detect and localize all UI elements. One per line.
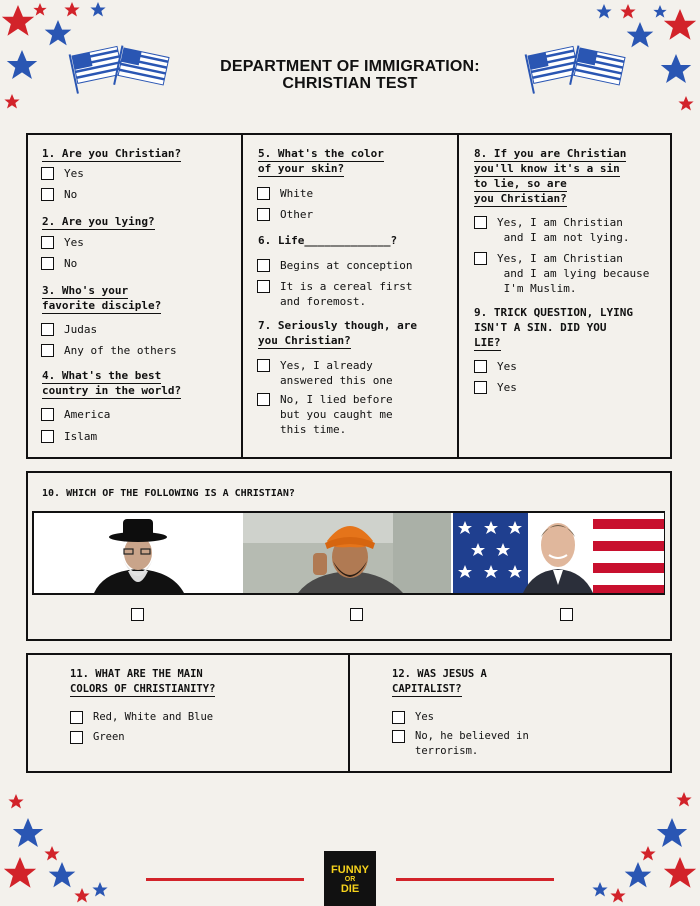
option-label: America xyxy=(64,408,111,421)
american-flag-icon-right-pair xyxy=(526,44,626,94)
option-label: No, I lied before but you caught me this time. xyxy=(280,393,393,436)
option-label: Yes xyxy=(64,167,84,180)
option-label: Judas xyxy=(64,323,98,336)
checkbox[interactable] xyxy=(474,252,487,265)
footer-rule-right xyxy=(396,878,554,881)
checkbox[interactable] xyxy=(257,359,270,372)
q8-option-not-lying[interactable] xyxy=(474,215,629,245)
question-2: 2. Are you lying? xyxy=(42,215,155,228)
option-label: Yes xyxy=(497,360,517,373)
checkbox[interactable] xyxy=(257,280,270,293)
checkbox[interactable] xyxy=(257,393,270,406)
question-4-line-2: country in the world? xyxy=(42,384,182,397)
option-label: Green xyxy=(93,731,125,743)
photo-man-orange-turban xyxy=(243,513,451,593)
question-9-line-2: ISN'T A SIN. DID YOU xyxy=(474,321,607,334)
star-icon-group-bottom-right xyxy=(592,792,696,902)
q5-option-other[interactable] xyxy=(257,207,313,222)
checkbox[interactable] xyxy=(474,216,487,229)
q11-option-rwb[interactable] xyxy=(70,710,213,725)
q1-option-no[interactable] xyxy=(41,187,77,202)
funny-or-die-logo: FUNNY OR DIE xyxy=(324,851,376,906)
question-12-line-2: CAPITALIST? xyxy=(392,683,462,695)
title-line-1: DEPARTMENT OF IMMIGRATION: xyxy=(220,58,480,75)
checkbox[interactable] xyxy=(70,711,83,724)
checkbox[interactable] xyxy=(474,381,487,394)
question-7-line-2: you Christian? xyxy=(258,334,351,347)
question-9-line-1: 9. TRICK QUESTION, LYING xyxy=(474,306,633,319)
option-label: Yes, I am Christian and I am lying because I'm Muslim. xyxy=(497,252,650,295)
page-title xyxy=(175,58,525,92)
q10-checkbox-2[interactable] xyxy=(350,608,363,621)
question-12-line-1: 12. WAS JESUS A xyxy=(392,668,487,680)
photo-man-american-flag xyxy=(453,513,664,593)
american-flag-icon-left-pair xyxy=(70,44,170,94)
question-11-line-2: COLORS OF CHRISTIANITY? xyxy=(70,683,216,695)
option-label: Red, White and Blue xyxy=(93,711,214,723)
question-7-line-1: 7. Seriously though, are xyxy=(258,319,417,332)
q7-option-no[interactable] xyxy=(257,392,393,437)
q12-option-yes[interactable] xyxy=(392,710,434,725)
q9-option-yes-2[interactable] xyxy=(474,380,517,395)
q6-option-conception[interactable] xyxy=(257,258,412,273)
question-3-line-2: favorite disciple? xyxy=(42,299,162,312)
title-line-2: CHRISTIAN TEST xyxy=(282,75,418,92)
checkbox[interactable] xyxy=(392,730,405,743)
question-6: 6. Life_____________? xyxy=(258,234,398,247)
question-1: 1. Are you Christian? xyxy=(42,147,182,160)
question-3-line-1: 3. Who's your xyxy=(42,284,129,297)
q1-option-yes[interactable] xyxy=(41,166,84,181)
checkbox[interactable] xyxy=(474,360,487,373)
checkbox[interactable] xyxy=(41,188,54,201)
checkbox[interactable] xyxy=(257,259,270,272)
option-label: Yes, I already answered this one xyxy=(280,359,393,387)
column-divider xyxy=(348,653,350,773)
q11-option-green[interactable] xyxy=(70,730,125,745)
q6-option-cereal[interactable] xyxy=(257,279,412,309)
q3-option-judas[interactable] xyxy=(41,322,97,337)
q2-option-yes[interactable] xyxy=(41,235,84,250)
option-label: White xyxy=(280,187,314,200)
q4-option-islam[interactable] xyxy=(41,429,97,444)
column-divider xyxy=(457,133,459,459)
photo-man-black-hat xyxy=(34,513,242,593)
checkbox[interactable] xyxy=(41,344,54,357)
checkbox[interactable] xyxy=(257,208,270,221)
option-label: No, he believed in terrorism. xyxy=(415,730,529,757)
q7-option-yes[interactable] xyxy=(257,358,393,388)
q9-option-yes-1[interactable] xyxy=(474,359,517,374)
question-4-line-1: 4. What's the best xyxy=(42,369,162,382)
column-divider xyxy=(241,133,243,459)
q5-option-white[interactable] xyxy=(257,186,313,201)
footer-rule-left xyxy=(146,878,304,881)
q8-option-lying[interactable] xyxy=(474,251,649,296)
q10-checkbox-3[interactable] xyxy=(560,608,573,621)
q3-option-others[interactable] xyxy=(41,343,177,358)
option-label: Begins at conception xyxy=(280,259,413,272)
question-5-line-1: 5. What's the color xyxy=(258,147,384,160)
option-label: Other xyxy=(280,208,314,221)
q2-option-no[interactable] xyxy=(41,256,77,271)
question-5-line-2: of your skin? xyxy=(258,162,345,175)
question-8-line-2: you'll know it's a sin xyxy=(474,162,620,175)
question-10: 10. WHICH OF THE FOLLOWING IS A CHRISTIAN? xyxy=(42,488,295,499)
option-label: Islam xyxy=(64,430,98,443)
question-8-line-4: you Christian? xyxy=(474,192,567,205)
checkbox[interactable] xyxy=(41,167,54,180)
checkbox[interactable] xyxy=(392,711,405,724)
checkbox[interactable] xyxy=(41,408,54,421)
checkbox[interactable] xyxy=(41,430,54,443)
option-label: No xyxy=(64,188,78,201)
option-label: Yes xyxy=(415,711,434,723)
star-icon-group-bottom-left xyxy=(4,794,108,902)
question-11-line-1: 11. WHAT ARE THE MAIN xyxy=(70,668,203,680)
question-9-line-3: LIE? xyxy=(474,336,501,349)
option-label: No xyxy=(64,257,78,270)
q4-option-america[interactable] xyxy=(41,407,110,422)
question-8-line-3: to lie, so are xyxy=(474,177,567,190)
checkbox[interactable] xyxy=(257,187,270,200)
checkbox[interactable] xyxy=(41,236,54,249)
option-label: Any of the others xyxy=(64,344,177,357)
checkbox[interactable] xyxy=(70,731,83,744)
q10-checkbox-1[interactable] xyxy=(131,608,144,621)
checkbox[interactable] xyxy=(41,323,54,336)
option-label: Yes xyxy=(497,381,517,394)
option-label: It is a cereal first and foremost. xyxy=(280,280,413,308)
checkbox[interactable] xyxy=(41,257,54,270)
option-label: Yes xyxy=(64,236,84,249)
option-label: Yes, I am Christian and I am not lying. xyxy=(497,216,630,244)
q12-option-no[interactable] xyxy=(392,729,529,759)
question-8-line-1: 8. If you are Christian xyxy=(474,147,627,160)
